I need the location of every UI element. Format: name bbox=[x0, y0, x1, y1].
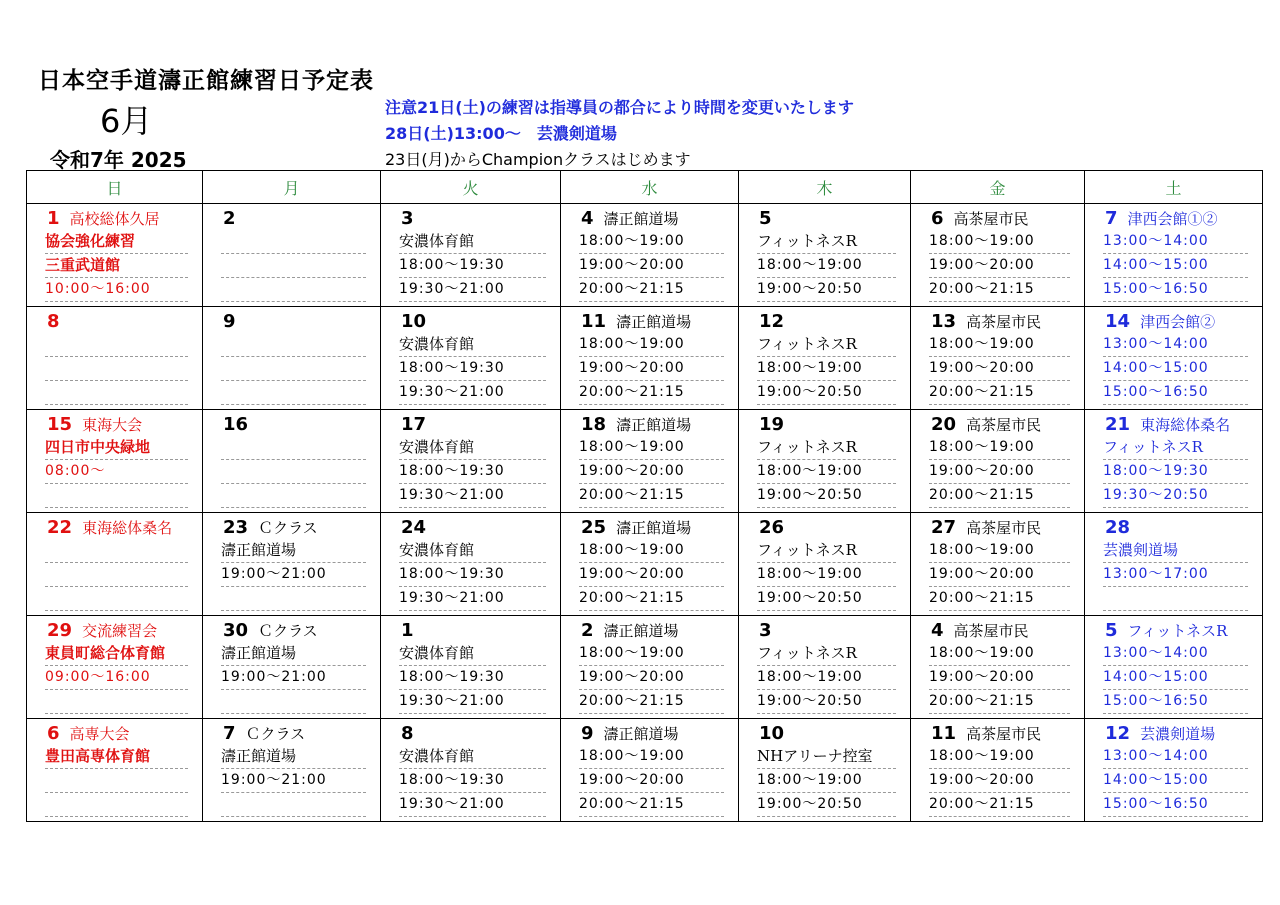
day-cell bbox=[27, 719, 203, 822]
schedule-line: 19:00～20:00 bbox=[929, 357, 1070, 381]
schedule-line: 濤正館道場 bbox=[221, 642, 366, 666]
schedule-line: 19:00～21:00 bbox=[221, 769, 366, 793]
day-number: 1 bbox=[401, 620, 414, 641]
schedule-line: 19:30～21:00 bbox=[399, 587, 546, 611]
schedule-line bbox=[221, 230, 366, 254]
day-cell bbox=[739, 410, 911, 513]
day-number: 2 bbox=[223, 208, 236, 229]
day-cell bbox=[911, 410, 1085, 513]
weekday-header: 土 bbox=[1085, 171, 1263, 204]
week-row bbox=[27, 719, 1263, 822]
schedule-line: フィットネスR bbox=[757, 333, 896, 357]
schedule-line: 10:00～16:00 bbox=[45, 278, 188, 302]
weekday-header: 月 bbox=[203, 171, 381, 204]
day-cell bbox=[27, 410, 203, 513]
schedule-line: 18:00～19:30 bbox=[399, 254, 546, 278]
schedule-line bbox=[45, 357, 188, 381]
schedule-line: 19:00～20:00 bbox=[579, 666, 724, 690]
schedule-line bbox=[221, 333, 366, 357]
day-number: 29 bbox=[47, 620, 73, 641]
day-event: 濤正館道場 bbox=[616, 519, 692, 537]
schedule-line bbox=[45, 381, 188, 405]
schedule-line: 18:00～19:30 bbox=[1103, 460, 1248, 484]
schedule-line: 19:00～20:50 bbox=[757, 278, 896, 302]
schedule-line bbox=[221, 254, 366, 278]
schedule-line: 20:00～21:15 bbox=[929, 278, 1070, 302]
day-cell bbox=[203, 513, 381, 616]
day-number: 13 bbox=[931, 311, 957, 332]
day-number: 4 bbox=[931, 620, 944, 641]
day-number: 23 bbox=[223, 517, 249, 538]
day-cell bbox=[27, 307, 203, 410]
day-number: 12 bbox=[759, 311, 785, 332]
day-cell bbox=[739, 513, 911, 616]
day-number: 7 bbox=[223, 723, 236, 744]
schedule-line: 19:00～21:00 bbox=[221, 563, 366, 587]
day-number: 10 bbox=[401, 311, 427, 332]
day-number: 18 bbox=[581, 414, 607, 435]
weekday-header: 木 bbox=[739, 171, 911, 204]
weekday-header-row bbox=[27, 171, 1263, 204]
schedule-line: 三重武道館 bbox=[45, 254, 188, 278]
day-event: 高茶屋市民 bbox=[966, 725, 1042, 743]
day-number: 6 bbox=[931, 208, 944, 229]
schedule-line: 19:00～20:00 bbox=[929, 460, 1070, 484]
schedule-line bbox=[221, 460, 366, 484]
day-event: 濤正館道場 bbox=[603, 210, 679, 228]
schedule-line: フィットネスR bbox=[1103, 436, 1248, 460]
day-event: 高校総体久居 bbox=[69, 210, 160, 228]
schedule-line: 08:00～ bbox=[45, 460, 188, 484]
schedule-line: 20:00～21:15 bbox=[929, 484, 1070, 508]
day-number: 11 bbox=[931, 723, 957, 744]
day-number: 27 bbox=[931, 517, 957, 538]
day-cell bbox=[561, 719, 739, 822]
day-event: 高茶屋市民 bbox=[966, 416, 1042, 434]
day-cell bbox=[1085, 307, 1263, 410]
schedule-line: 18:00～19:00 bbox=[579, 230, 724, 254]
notice-block bbox=[385, 95, 854, 173]
schedule-line: 19:00～20:00 bbox=[579, 563, 724, 587]
day-cell bbox=[203, 616, 381, 719]
day-cell bbox=[381, 513, 561, 616]
schedule-line: フィットネスR bbox=[757, 642, 896, 666]
schedule-line: 19:30～21:00 bbox=[399, 484, 546, 508]
schedule-line: 18:00～19:00 bbox=[757, 563, 896, 587]
day-event: 東海総体桑名 bbox=[82, 519, 173, 537]
weekday-header: 水 bbox=[561, 171, 739, 204]
schedule-line: 19:00～20:50 bbox=[757, 381, 896, 405]
schedule-line bbox=[221, 436, 366, 460]
week-row bbox=[27, 616, 1263, 719]
schedule-line: 東員町総合体育館 bbox=[45, 642, 188, 666]
schedule-line: 18:00～19:00 bbox=[757, 357, 896, 381]
day-number: 6 bbox=[47, 723, 60, 744]
day-cell bbox=[911, 204, 1085, 307]
schedule-line bbox=[221, 357, 366, 381]
schedule-line: 19:00～20:00 bbox=[579, 460, 724, 484]
schedule-line: 18:00～19:00 bbox=[579, 745, 724, 769]
schedule-line: 19:00～20:50 bbox=[757, 484, 896, 508]
day-event: 東海大会 bbox=[82, 416, 143, 434]
schedule-line bbox=[45, 484, 188, 508]
day-number: 15 bbox=[47, 414, 73, 435]
weekday-header: 日 bbox=[27, 171, 203, 204]
schedule-line bbox=[45, 333, 188, 357]
schedule-line bbox=[221, 793, 366, 817]
day-cell bbox=[381, 719, 561, 822]
schedule-line: 09:00～16:00 bbox=[45, 666, 188, 690]
day-number: 9 bbox=[223, 311, 236, 332]
year-label: 令和7年 2025 bbox=[50, 148, 187, 172]
day-number: 16 bbox=[223, 414, 249, 435]
schedule-line: 19:00～20:00 bbox=[929, 254, 1070, 278]
schedule-line: 20:00～21:15 bbox=[579, 381, 724, 405]
schedule-line: 15:00～16:50 bbox=[1103, 793, 1248, 817]
day-number: 28 bbox=[1105, 517, 1131, 538]
day-number: 3 bbox=[759, 620, 772, 641]
day-number: 3 bbox=[401, 208, 414, 229]
schedule-line: 19:00～20:00 bbox=[929, 666, 1070, 690]
schedule-line bbox=[221, 587, 366, 611]
schedule-line: 18:00～19:00 bbox=[929, 745, 1070, 769]
day-number: 24 bbox=[401, 517, 427, 538]
schedule-line: 19:00～20:00 bbox=[929, 563, 1070, 587]
day-event: 高茶屋市民 bbox=[966, 519, 1042, 537]
schedule-line: 19:00～20:50 bbox=[757, 690, 896, 714]
schedule-line: 20:00～21:15 bbox=[579, 484, 724, 508]
day-number: 17 bbox=[401, 414, 427, 435]
weekday-header: 火 bbox=[381, 171, 561, 204]
schedule-line: 安濃体育館 bbox=[399, 539, 546, 563]
schedule-line: 濤正館道場 bbox=[221, 539, 366, 563]
day-number: 19 bbox=[759, 414, 785, 435]
day-cell bbox=[1085, 719, 1263, 822]
schedule-line: 14:00～15:00 bbox=[1103, 769, 1248, 793]
day-number: 20 bbox=[931, 414, 957, 435]
day-event: 交流練習会 bbox=[82, 622, 158, 640]
day-event: 高茶屋市民 bbox=[953, 622, 1029, 640]
schedule-line: 18:00～19:00 bbox=[579, 539, 724, 563]
schedule-line: 13:00～14:00 bbox=[1103, 333, 1248, 357]
day-cell bbox=[561, 410, 739, 513]
schedule-line: 19:00～20:50 bbox=[757, 793, 896, 817]
schedule-line: 19:00～20:00 bbox=[579, 357, 724, 381]
schedule-line: 20:00～21:15 bbox=[579, 587, 724, 611]
day-cell bbox=[561, 204, 739, 307]
day-event: 津西会館② bbox=[1140, 313, 1216, 331]
schedule-line: 20:00～21:15 bbox=[929, 690, 1070, 714]
day-cell bbox=[1085, 513, 1263, 616]
day-cell bbox=[911, 513, 1085, 616]
schedule-line: 19:30～21:00 bbox=[399, 381, 546, 405]
schedule-line: 19:00～20:00 bbox=[579, 254, 724, 278]
day-cell bbox=[911, 307, 1085, 410]
page-title: 日本空手道濤正館練習日予定表 bbox=[38, 67, 374, 94]
schedule-line: 19:00～21:00 bbox=[221, 666, 366, 690]
day-cell bbox=[381, 307, 561, 410]
schedule-line: 14:00～15:00 bbox=[1103, 254, 1248, 278]
day-event: 高茶屋市民 bbox=[966, 313, 1042, 331]
month-label: 6月 bbox=[100, 102, 153, 140]
schedule-line: 18:00～19:00 bbox=[929, 642, 1070, 666]
day-cell bbox=[381, 616, 561, 719]
day-cell bbox=[1085, 616, 1263, 719]
schedule-line: 安濃体育館 bbox=[399, 745, 546, 769]
day-cell bbox=[27, 204, 203, 307]
schedule-line bbox=[45, 587, 188, 611]
schedule-line: 19:00～20:50 bbox=[757, 587, 896, 611]
day-number: 7 bbox=[1105, 208, 1118, 229]
schedule-line: フィットネスR bbox=[757, 230, 896, 254]
day-event: 高専大会 bbox=[69, 725, 130, 743]
schedule-line: 15:00～16:50 bbox=[1103, 690, 1248, 714]
day-cell bbox=[203, 719, 381, 822]
schedule-line: 13:00～14:00 bbox=[1103, 642, 1248, 666]
day-cell bbox=[561, 307, 739, 410]
notice-line: 23日(月)からChampionクラスはじめます bbox=[385, 150, 691, 169]
schedule-line: 13:00～14:00 bbox=[1103, 745, 1248, 769]
schedule-line: 20:00～21:15 bbox=[929, 587, 1070, 611]
day-number: 30 bbox=[223, 620, 249, 641]
schedule-line: 安濃体育館 bbox=[399, 333, 546, 357]
schedule-line: 18:00～19:00 bbox=[929, 539, 1070, 563]
schedule-line: 18:00～19:00 bbox=[757, 254, 896, 278]
day-event: Ｃクラス bbox=[258, 622, 318, 640]
day-number: 10 bbox=[759, 723, 785, 744]
schedule-line bbox=[45, 690, 188, 714]
day-cell bbox=[561, 513, 739, 616]
schedule-line bbox=[45, 769, 188, 793]
day-event: 津西会館①② bbox=[1127, 210, 1218, 228]
schedule-line: 安濃体育館 bbox=[399, 230, 546, 254]
schedule-line: 18:00～19:00 bbox=[579, 436, 724, 460]
schedule-line bbox=[221, 381, 366, 405]
day-number: 14 bbox=[1105, 311, 1131, 332]
week-row bbox=[27, 307, 1263, 410]
schedule-line: 18:00～19:00 bbox=[757, 769, 896, 793]
schedule-line: 18:00～19:30 bbox=[399, 666, 546, 690]
schedule-line: 19:00～20:00 bbox=[929, 769, 1070, 793]
schedule-line: 14:00～15:00 bbox=[1103, 357, 1248, 381]
schedule-line: 19:30～21:00 bbox=[399, 690, 546, 714]
day-number: 11 bbox=[581, 311, 607, 332]
day-event: 濤正館道場 bbox=[616, 313, 692, 331]
week-row bbox=[27, 513, 1263, 616]
week-row bbox=[27, 204, 1263, 307]
schedule-line: 18:00～19:00 bbox=[579, 642, 724, 666]
schedule-line: フィットネスR bbox=[757, 539, 896, 563]
schedule-line: 20:00～21:15 bbox=[579, 690, 724, 714]
schedule-line bbox=[221, 690, 366, 714]
day-number: 2 bbox=[581, 620, 594, 641]
schedule-line: 19:30～21:00 bbox=[399, 278, 546, 302]
day-cell bbox=[739, 616, 911, 719]
schedule-line: 18:00～19:30 bbox=[399, 769, 546, 793]
day-event: 濤正館道場 bbox=[603, 725, 679, 743]
day-number: 8 bbox=[47, 311, 60, 332]
day-cell bbox=[203, 204, 381, 307]
schedule-line: 芸濃剣道場 bbox=[1103, 539, 1248, 563]
day-number: 5 bbox=[759, 208, 772, 229]
day-event: Ｃクラス bbox=[258, 519, 318, 537]
notice-line: 注意21日(土)の練習は指導員の都合により時間を変更いたします bbox=[385, 98, 854, 117]
schedule-line: 20:00～21:15 bbox=[929, 793, 1070, 817]
day-cell bbox=[739, 307, 911, 410]
day-cell bbox=[27, 513, 203, 616]
schedule-line: 13:00～14:00 bbox=[1103, 230, 1248, 254]
schedule-line: 濤正館道場 bbox=[221, 745, 366, 769]
day-cell bbox=[381, 410, 561, 513]
schedule-line: 13:00～17:00 bbox=[1103, 563, 1248, 587]
schedule-line bbox=[221, 278, 366, 302]
schedule-line: 四日市中央緑地 bbox=[45, 436, 188, 460]
schedule-line: 15:00～16:50 bbox=[1103, 381, 1248, 405]
day-event: 東海総体桑名 bbox=[1140, 416, 1231, 434]
day-event: 濤正館道場 bbox=[603, 622, 679, 640]
day-cell bbox=[27, 616, 203, 719]
day-cell bbox=[911, 719, 1085, 822]
day-cell bbox=[739, 719, 911, 822]
day-number: 21 bbox=[1105, 414, 1131, 435]
schedule-line bbox=[45, 563, 188, 587]
day-event: Ｃクラス bbox=[245, 725, 306, 743]
schedule-line: 18:00～19:00 bbox=[929, 230, 1070, 254]
schedule-line: 18:00～19:00 bbox=[929, 436, 1070, 460]
schedule-line: 20:00～21:15 bbox=[579, 793, 724, 817]
schedule-line bbox=[45, 539, 188, 563]
schedule-line: 安濃体育館 bbox=[399, 436, 546, 460]
day-event: 芸濃剣道場 bbox=[1140, 725, 1216, 743]
schedule-line: 18:00～19:00 bbox=[757, 460, 896, 484]
day-cell bbox=[739, 204, 911, 307]
schedule-line: 20:00～21:15 bbox=[579, 278, 724, 302]
schedule-line: 18:00～19:00 bbox=[929, 333, 1070, 357]
schedule-line: 18:00～19:00 bbox=[757, 666, 896, 690]
schedule-line: 19:30～20:50 bbox=[1103, 484, 1248, 508]
day-cell bbox=[381, 204, 561, 307]
schedule-line: 18:00～19:30 bbox=[399, 460, 546, 484]
schedule-line: 豊田高専体育館 bbox=[45, 745, 188, 769]
schedule-line: 20:00～21:15 bbox=[929, 381, 1070, 405]
day-cell bbox=[1085, 410, 1263, 513]
schedule-line: 18:00～19:30 bbox=[399, 357, 546, 381]
day-number: 5 bbox=[1105, 620, 1118, 641]
day-number: 25 bbox=[581, 517, 607, 538]
schedule-line: 19:30～21:00 bbox=[399, 793, 546, 817]
day-cell bbox=[1085, 204, 1263, 307]
day-event: 濤正館道場 bbox=[616, 416, 692, 434]
weekday-header: 金 bbox=[911, 171, 1085, 204]
day-number: 1 bbox=[47, 208, 60, 229]
notice-line: 28日(土)13:00～ 芸濃剣道場 bbox=[385, 124, 617, 143]
day-cell bbox=[203, 410, 381, 513]
week-row bbox=[27, 410, 1263, 513]
schedule-line: 18:00～19:00 bbox=[579, 333, 724, 357]
schedule-line: 15:00～16:50 bbox=[1103, 278, 1248, 302]
schedule-line: 19:00～20:00 bbox=[579, 769, 724, 793]
schedule-line: 協会強化練習 bbox=[45, 230, 188, 254]
day-number: 9 bbox=[581, 723, 594, 744]
day-cell bbox=[911, 616, 1085, 719]
schedule-calendar bbox=[26, 170, 1263, 822]
day-number: 12 bbox=[1105, 723, 1131, 744]
schedule-line: 安濃体育館 bbox=[399, 642, 546, 666]
schedule-line: フィットネスR bbox=[757, 436, 896, 460]
day-event: 高茶屋市民 bbox=[953, 210, 1029, 228]
schedule-line: NHアリーナ控室 bbox=[757, 745, 896, 769]
schedule-line: 18:00～19:30 bbox=[399, 563, 546, 587]
day-cell bbox=[561, 616, 739, 719]
day-cell bbox=[203, 307, 381, 410]
day-event: フィットネスR bbox=[1127, 622, 1228, 640]
day-number: 8 bbox=[401, 723, 414, 744]
day-number: 26 bbox=[759, 517, 785, 538]
schedule-line: 14:00～15:00 bbox=[1103, 666, 1248, 690]
schedule-line bbox=[1103, 587, 1248, 611]
day-number: 22 bbox=[47, 517, 73, 538]
day-number: 4 bbox=[581, 208, 594, 229]
schedule-line bbox=[45, 793, 188, 817]
schedule-line bbox=[221, 484, 366, 508]
